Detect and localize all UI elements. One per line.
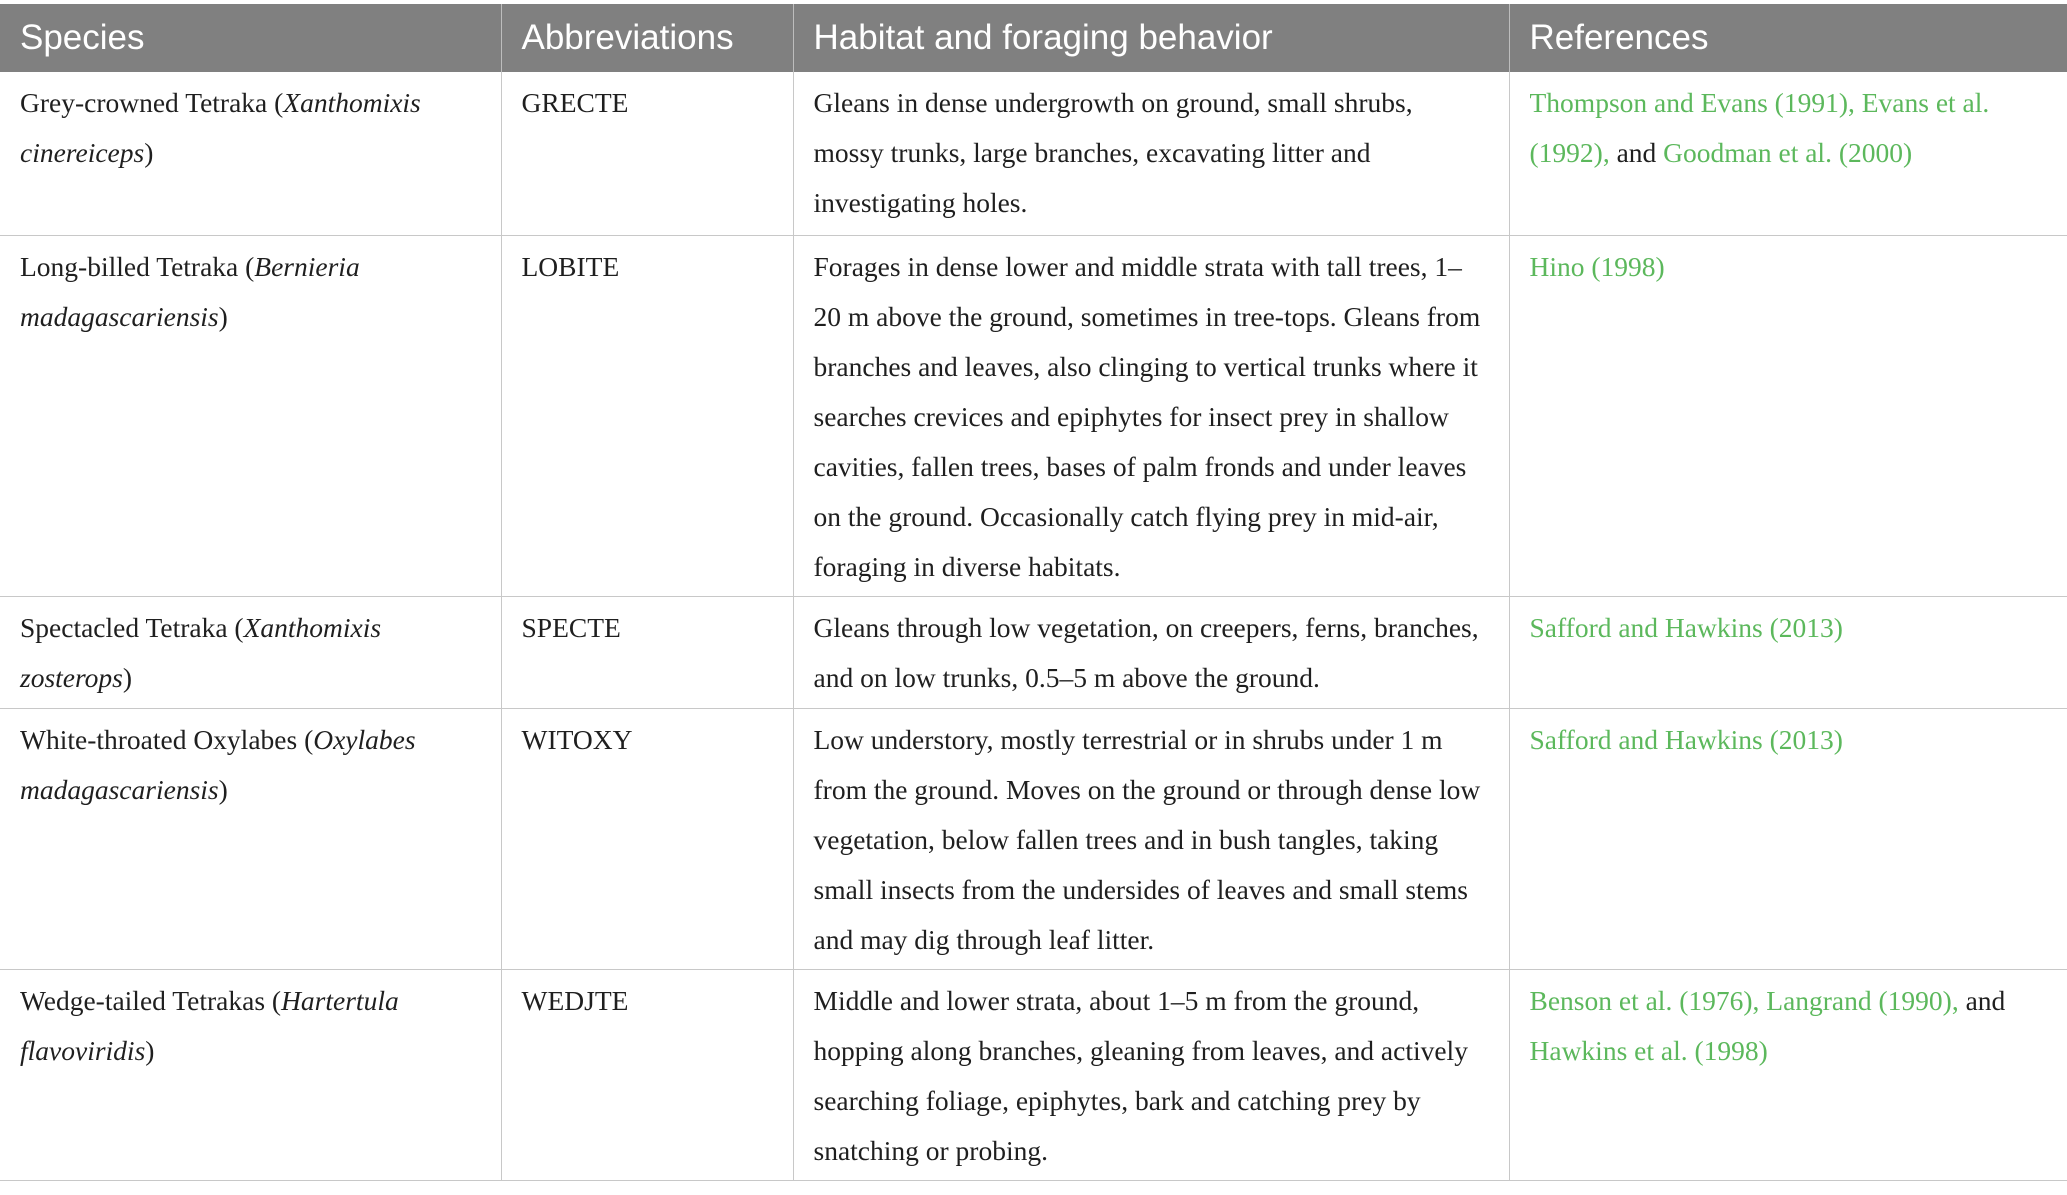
common-name: Long-billed Tetraka (: [20, 250, 255, 282]
species-cell: [0, 235, 501, 596]
table-row: [0, 708, 2067, 969]
abbreviation-cell: WITOXY: [501, 708, 793, 969]
common-name: Spectacled Tetraka (: [20, 611, 244, 643]
ref-separator: and: [1958, 984, 2006, 1016]
common-name: White-throated Oxylabes (: [20, 723, 314, 755]
paren-close: ): [218, 773, 228, 805]
references-cell: [1509, 969, 2067, 1180]
common-name: Wedge-tailed Tetrakas (: [20, 984, 282, 1016]
scientific-name: Xanthomixis cinereiceps: [20, 87, 421, 168]
habitat-cell: Gleans through low vegetation, on creepers, ferns, branches, and on low trunks, 0.5–5 m above the ground.: [793, 596, 1509, 708]
species-table: [0, 4, 2067, 1181]
scientific-name: Xanthomixis zosterops: [20, 611, 382, 693]
reference-link[interactable]: Benson et al. (1976),: [1529, 984, 1760, 1016]
abbreviation-cell: WEDJTE: [501, 969, 793, 1180]
references-cell: [1509, 596, 2067, 708]
paren-close: ): [218, 300, 228, 332]
species-cell: [0, 72, 501, 235]
habitat-cell: Low understory, mostly terrestrial or in shrubs under 1 m from the ground. Moves on the ground or through dense low vegetation, below fallen trees and in bush tangles, taking small insects from the undersides of leaves and small stems and may dig through leaf litter.: [793, 708, 1509, 969]
habitat-cell: Forages in dense lower and middle strata with tall trees, 1–20 m above the ground, sometimes in tree-tops. Gleans from branches and leaves, also clinging to vertical trunks where it searches crevices and epiphytes for insect prey in shallow cavities, fallen trees, bases of palm fronds and under leaves on the ground. Occasionally catch flying prey in mid-air, foraging in diverse habitats.: [793, 235, 1509, 596]
habitat-cell: Middle and lower strata, about 1–5 m from the ground, hopping along branches, gleaning from leaves, and actively searching foliage, epiphytes, bark and catching prey by snatching or probing.: [793, 969, 1509, 1180]
reference-link[interactable]: Safford and Hawkins (2013): [1529, 723, 1843, 755]
scientific-name: Hartertula flavoviridis: [20, 984, 399, 1066]
paren-close: ): [122, 661, 133, 693]
reference-link[interactable]: Langrand (1990),: [1766, 984, 1959, 1016]
paren-close: ): [144, 137, 154, 168]
abbreviation-cell: LOBITE: [501, 235, 793, 596]
table-row: [0, 235, 2067, 596]
reference-link[interactable]: Hino (1998): [1529, 250, 1665, 282]
table-row: [0, 72, 2067, 235]
reference-link[interactable]: Safford and Hawkins (2013): [1529, 611, 1843, 643]
habitat-cell: Gleans in dense undergrowth on ground, small shrubs, mossy trunks, large branches, excavating litter and investigating holes.: [793, 72, 1509, 235]
references-cell: [1509, 235, 2067, 596]
header-abbreviations: Abbreviations: [501, 4, 793, 72]
species-cell: [0, 596, 501, 708]
paren-close: ): [145, 1034, 155, 1066]
header-row: [0, 4, 2067, 72]
table-row: [0, 969, 2067, 1180]
header-species: Species: [0, 4, 501, 72]
scientific-name: Bernieria madagascariensis: [20, 250, 360, 332]
header-references: References: [1509, 4, 2067, 72]
ref-separator: [1855, 87, 1862, 118]
reference-link[interactable]: Goodman et al. (2000): [1663, 137, 1913, 168]
abbreviation-cell: GRECTE: [501, 72, 793, 235]
references-cell: [1509, 72, 2067, 235]
ref-separator: and: [1609, 137, 1664, 168]
common-name: Grey-crowned Tetraka (: [20, 87, 284, 118]
references-cell: [1509, 708, 2067, 969]
table-row: [0, 596, 2067, 708]
abbreviation-cell: SPECTE: [501, 596, 793, 708]
scientific-name: Oxylabes madagascariensis: [20, 723, 416, 805]
reference-link[interactable]: Thompson and Evans (1991),: [1529, 87, 1855, 118]
species-cell: [0, 708, 501, 969]
header-habitat: Habitat and foraging behavior: [793, 4, 1509, 72]
species-cell: [0, 969, 501, 1180]
reference-link[interactable]: Hawkins et al. (1998): [1529, 1034, 1768, 1066]
reference-link[interactable]: Evans et al. (1992),: [1529, 87, 1990, 168]
